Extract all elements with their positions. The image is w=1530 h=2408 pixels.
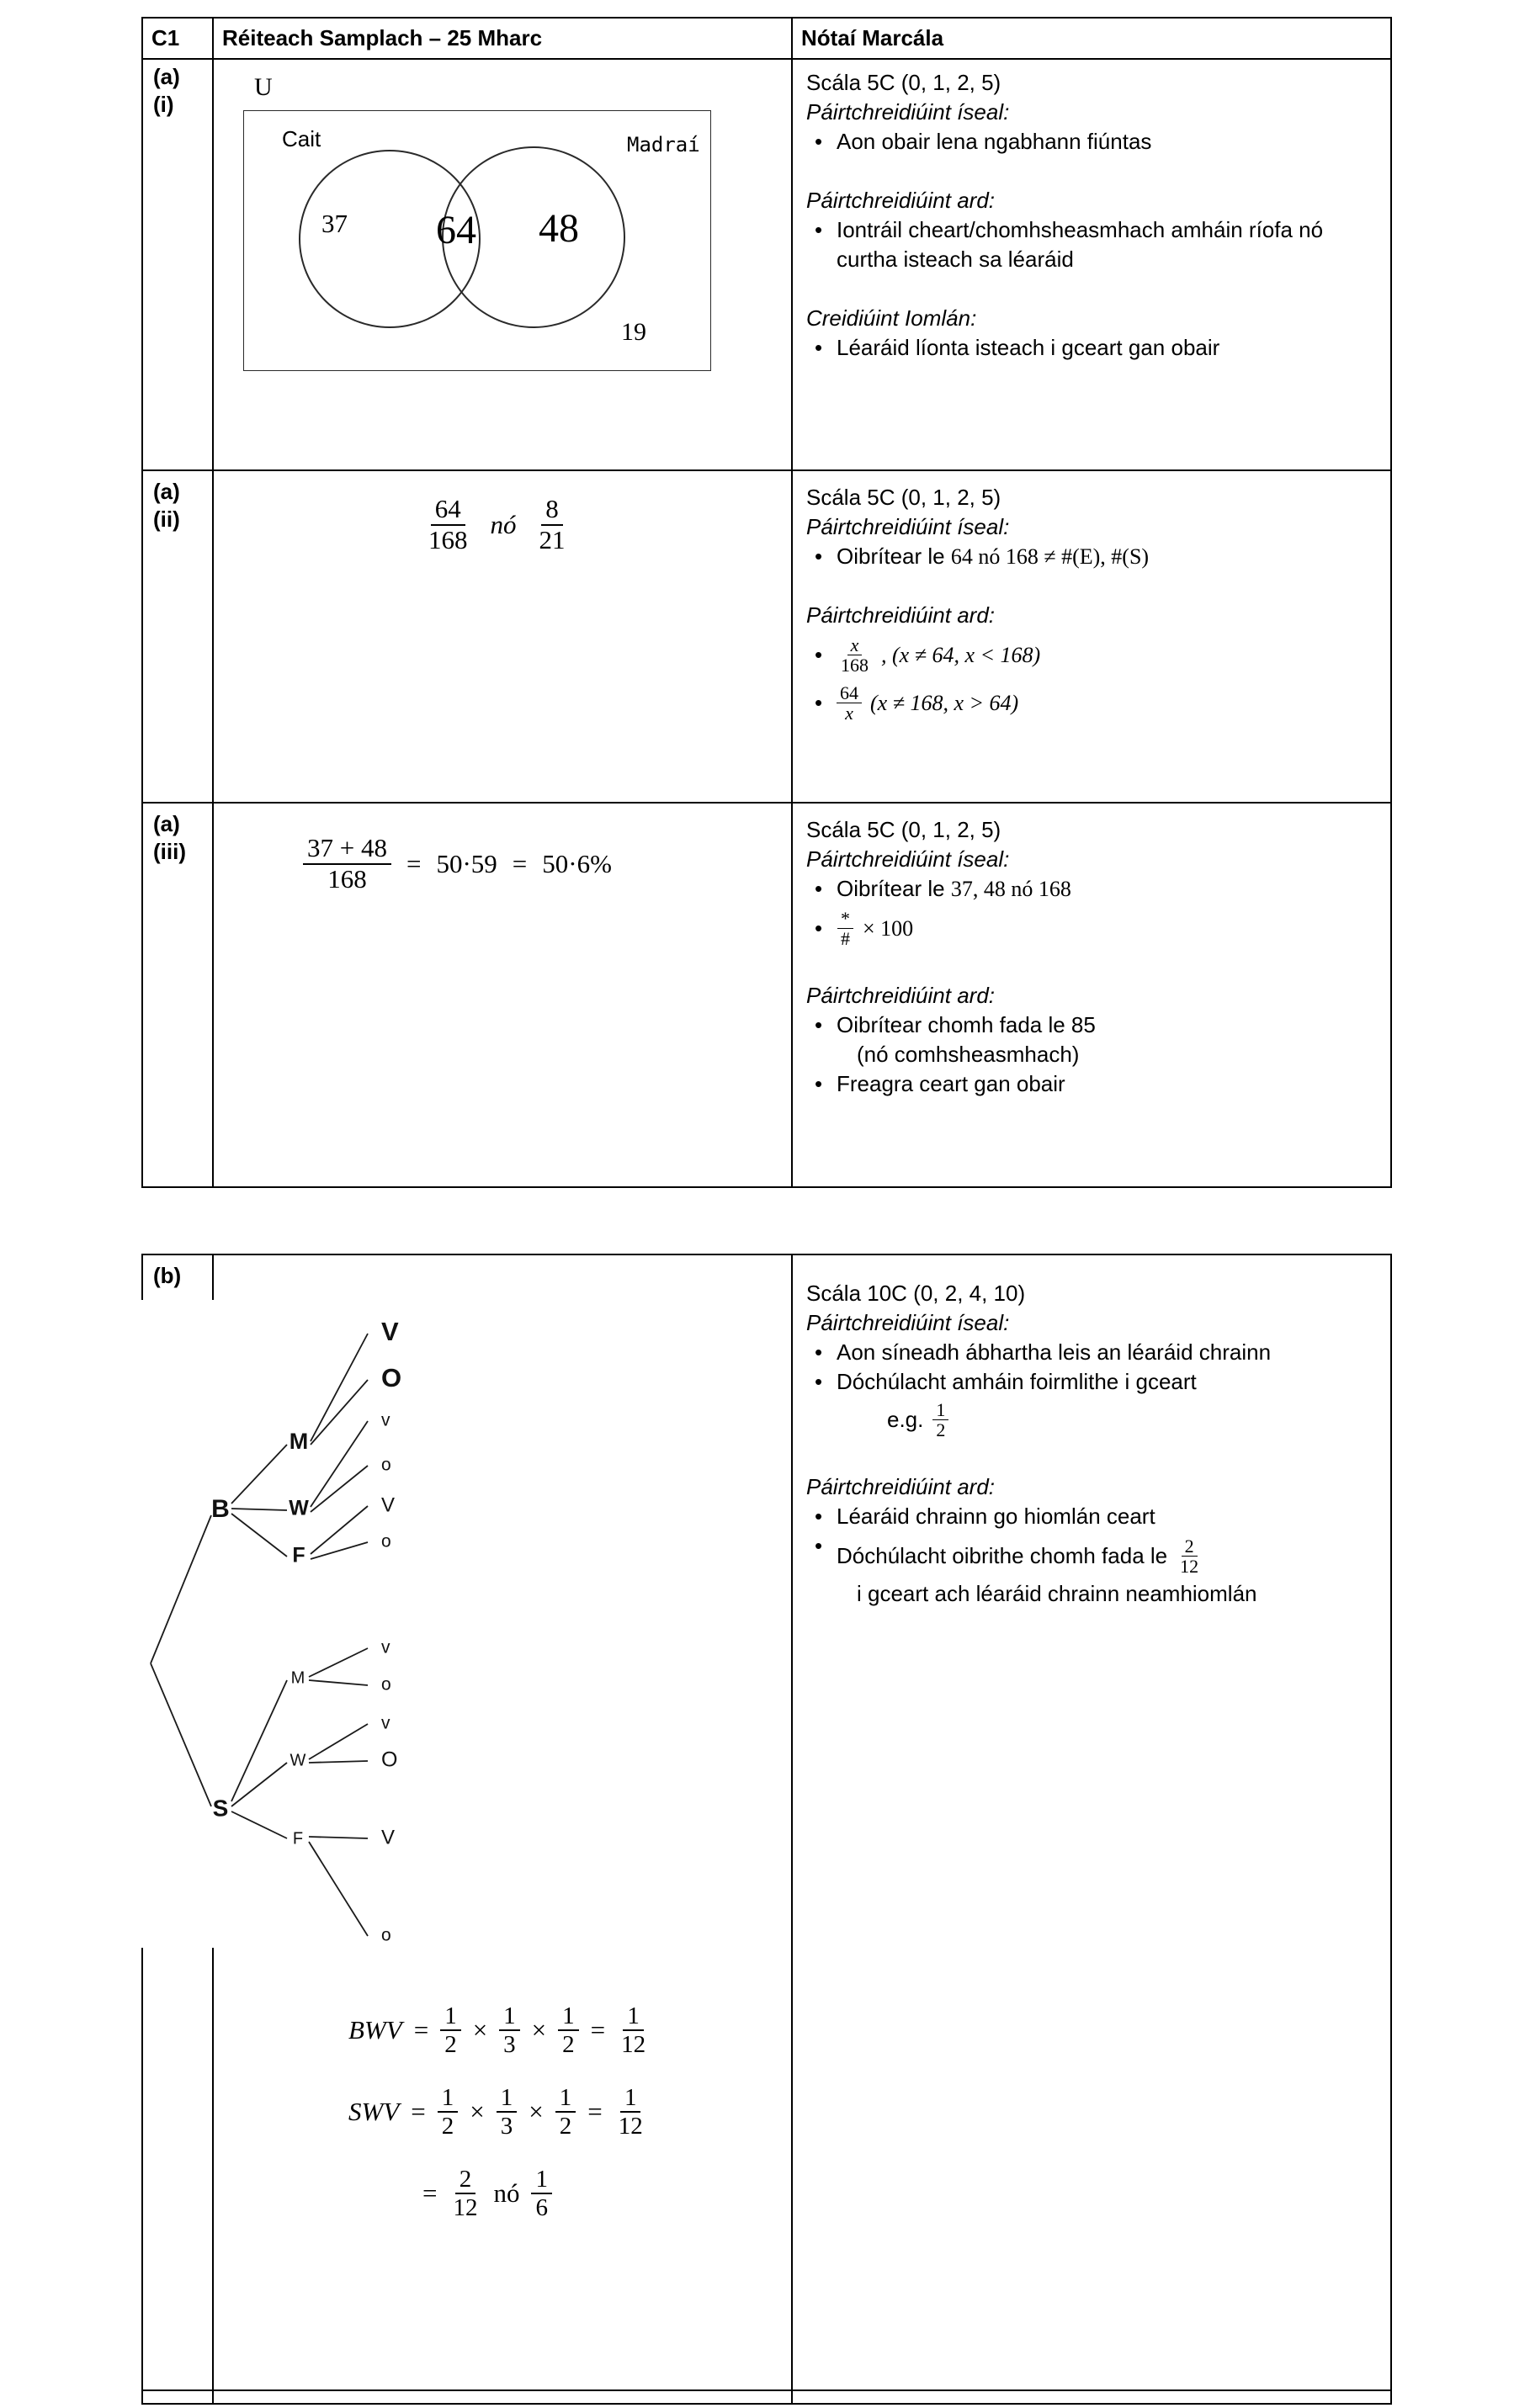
tree-leaf: V — [381, 1317, 399, 1347]
question-label-a-i — [143, 56, 214, 471]
tree-node-s-f: F — [292, 1829, 304, 1848]
fraction: • $\frac{x}{168}$ — [841, 634, 869, 676]
note-item-fraction: • $\frac{*}{\#}$ × 100 — [806, 904, 1379, 952]
venn-value-left-only: 37 — [321, 209, 348, 238]
low-partial-credit-title: Páirtchreidiúint íseal: — [806, 99, 1010, 125]
row-a-i — [143, 56, 1390, 471]
scale-line: Scála 10C (0, 2, 4, 10) — [806, 1281, 1026, 1306]
note-item-fraction: • $\frac{64}{x}$ (x ≠ 168, x > 64) — [806, 678, 1379, 726]
row-a-ii — [143, 471, 1390, 804]
madrai-set-label: Madraí — [627, 133, 700, 156]
table1-header-row — [143, 19, 1390, 56]
probability-formulas — [348, 2002, 650, 2222]
note-item: • Freagra ceart gan obair — [806, 1069, 1379, 1099]
table2-footer-row — [143, 2391, 1390, 2403]
solution-expression — [424, 495, 791, 554]
high-partial-credit-title: Páirtchreidiúint ard: — [806, 188, 995, 213]
fraction: $\frac{1}{3}$ — [497, 2084, 518, 2140]
solution-expression: $\frac{37 + 48}{168}$ = 50·59 = 50·6% — [303, 834, 791, 894]
fraction: $\frac{1}{12}$ — [618, 2083, 643, 2140]
tree-node-b: B — [211, 1494, 230, 1523]
tree-leaf: o — [381, 1925, 391, 1945]
universe-label: U — [254, 73, 273, 101]
tree-leaf: V — [381, 1826, 396, 1849]
table-1 — [141, 17, 1392, 1188]
tree-leaf: o — [381, 1531, 391, 1551]
tree-leaf: v — [381, 1713, 390, 1733]
fraction: $\frac{1}{2}$ — [555, 2084, 576, 2140]
high-partial-credit-title: Páirtchreidiúint ard: — [806, 1474, 995, 1500]
fraction: • $\frac{64}{x}$ — [837, 683, 862, 723]
fraction: $\frac{1}{2}$ — [558, 2002, 579, 2059]
low-partial-credit-title: Páirtchreidiúint íseal: — [806, 514, 1010, 539]
tree-node-s-w: W — [290, 1751, 306, 1770]
venn-universe-box — [243, 110, 711, 371]
solution-cell-a-ii — [214, 471, 793, 804]
full-credit-title: Creidiúint Iomlán: — [806, 305, 977, 331]
or-connector: nó — [493, 2178, 520, 2209]
tree-node-s-m: M — [290, 1668, 305, 1688]
venn-value-intersection: 64 — [436, 208, 476, 252]
question-label-a-ii — [143, 471, 214, 804]
note-item: • Léaráid chrainn go hiomlán ceart — [806, 1502, 1379, 1531]
note-item: • Oibrítear le 64 nó 168 ≠ #(E), #(S) — [806, 542, 1379, 571]
note-item: • Iontráil cheart/chomhsheasmhach amháin ríofa nó curtha isteach sa léaráid — [806, 215, 1379, 274]
notes-cell-a-ii — [793, 471, 1390, 804]
notes-cell-b — [793, 1255, 1390, 2391]
fraction: $\frac{37 + 48}{168}$ — [303, 834, 391, 894]
part-label: (a) — [153, 811, 180, 836]
scale-line: Scála 5C (0, 1, 2, 5) — [806, 485, 1001, 510]
header-question-col: C1 — [143, 19, 214, 60]
fraction: $\frac{1}{2}$ — [438, 2084, 459, 2140]
formula-swv: SWV = $\frac{1}{2}$ × $\frac{1}{3}$ × $\frac{1}{2}$ = $\frac{1}{12}$ — [348, 2084, 650, 2140]
venn-value-right-only: 48 — [539, 206, 579, 251]
tree-leaf: v — [381, 1637, 390, 1657]
subpart-label: (i) — [153, 92, 174, 117]
tree-diagram — [139, 1300, 417, 1948]
example-line: e.g. $\frac{1}{2}$ — [887, 1397, 1379, 1443]
note-item: • Dóchúlacht amháin foirmlithe i gceart e.g. $\frac{1}{2}$ — [806, 1367, 1379, 1443]
high-partial-credit-title: Páirtchreidiúint ard: — [806, 983, 995, 1009]
tree-leaf: V — [381, 1493, 396, 1517]
tree-node-b-m: M — [289, 1429, 309, 1455]
header-sample-solution: Réiteach Samplach – 25 Mharc — [214, 19, 793, 60]
fraction: $\frac{1}{3}$ — [499, 2002, 520, 2059]
tree-leaf: o — [381, 1455, 391, 1475]
header-marking-notes: Nótaí Marcála — [793, 19, 1390, 60]
fraction: $\frac{2}{12}$ — [1180, 1535, 1199, 1578]
venn-diagram — [214, 56, 791, 469]
tree-node-s: S — [212, 1795, 229, 1822]
low-partial-credit-title: Páirtchreidiúint íseal: — [806, 1310, 1010, 1335]
note-item: • Oibrítear chomh fada le 85 (nó comhsheasmhach) — [806, 1010, 1379, 1069]
fraction: $\frac{1}{6}$ — [531, 2166, 552, 2222]
note-item-fraction: • $\frac{x}{168}$ , (x ≠ 64, x < 168) — [806, 630, 1379, 678]
high-partial-credit-title: Páirtchreidiúint ard: — [806, 602, 995, 628]
tree-node-b-w: W — [289, 1496, 309, 1520]
tree-leaf: O — [381, 1748, 398, 1772]
subpart-label: (ii) — [153, 507, 180, 532]
tree-leaf: o — [381, 1674, 391, 1695]
question-label-a-iii — [143, 804, 214, 1186]
low-partial-credit-title: Páirtchreidiúint íseal: — [806, 846, 1010, 872]
subpart-label: (iii) — [153, 839, 186, 864]
cait-set-label: Cait — [282, 126, 321, 151]
fraction: $\frac{64}{168}$ — [428, 494, 468, 554]
fraction: $\frac{8}{21}$ — [539, 494, 566, 554]
note-item: • Aon síneadh ábhartha leis an léaráid chrainn — [806, 1338, 1379, 1367]
or-connector: nó — [490, 509, 517, 539]
tree-leaf: v — [381, 1410, 390, 1430]
note-item: • Oibrítear le 37, 48 nó 168 — [806, 874, 1379, 904]
solution-cell-a-iii — [214, 804, 793, 1186]
row-a-iii — [143, 804, 1390, 1186]
fraction: $\frac{2}{12}$ — [453, 2165, 478, 2222]
formula-total: = $\frac{2}{12}$ nó $\frac{1}{6}$ — [422, 2166, 650, 2222]
solution-cell-a-i — [214, 56, 793, 471]
note-item: • Dóchúlacht oibrithe chomh fada le $\frac{2}{12}$ i gceart ach léaráid chrainn neamhiomlán — [806, 1531, 1379, 1609]
venn-value-outside: 19 — [621, 318, 646, 346]
scale-line: Scála 5C (0, 1, 2, 5) — [806, 70, 1001, 95]
fraction: $\frac{1}{2}$ — [440, 2002, 461, 2059]
formula-bwv: BWV = $\frac{1}{2}$ × $\frac{1}{3}$ × $\frac{1}{2}$ = $\frac{1}{12}$ — [348, 2002, 650, 2059]
part-label: (a) — [153, 479, 180, 504]
note-item: • Léaráid líonta isteach i gceart gan obair — [806, 333, 1379, 363]
part-label: (a) — [153, 64, 180, 89]
fraction: $\frac{1}{2}$ — [932, 1400, 949, 1440]
tree-leaf: O — [381, 1363, 402, 1393]
scale-line: Scála 5C (0, 1, 2, 5) — [806, 817, 1001, 842]
notes-cell-a-iii — [793, 804, 1390, 1186]
tree-node-b-f: F — [292, 1543, 305, 1567]
part-label: (b) — [153, 1263, 182, 1288]
notes-cell-a-i — [793, 56, 1390, 471]
fraction: • $\frac{*}{\#}$ — [837, 909, 854, 948]
fraction: $\frac{1}{12}$ — [621, 2002, 646, 2059]
note-item: • Aon obair lena ngabhann fiúntas — [806, 127, 1379, 156]
